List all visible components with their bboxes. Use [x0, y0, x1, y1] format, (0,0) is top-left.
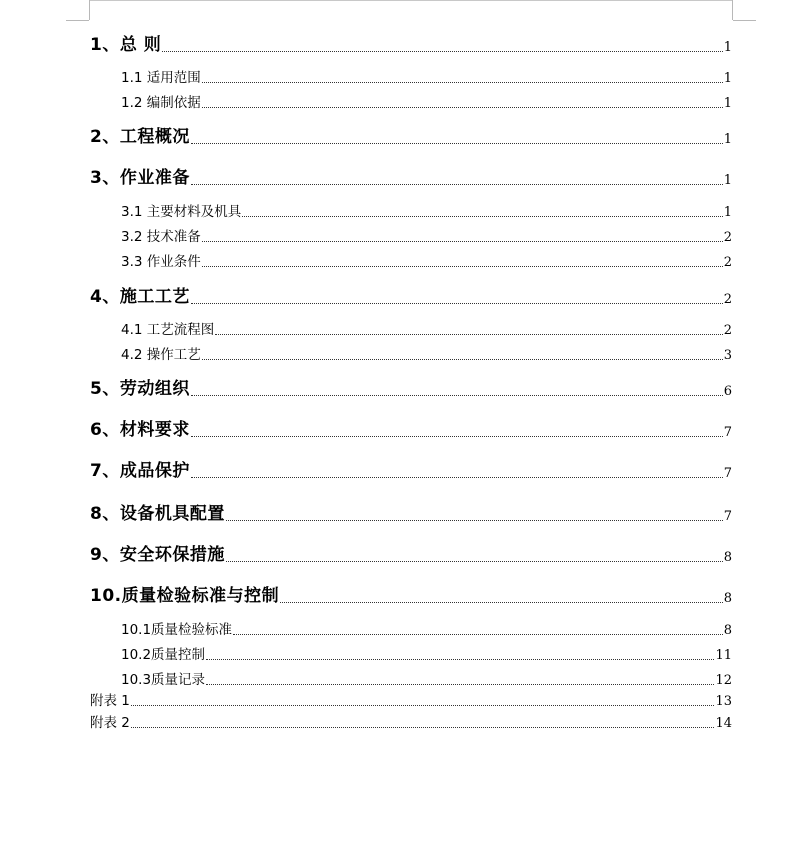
- toc-entry-1-2[interactable]: [121, 91, 732, 111]
- toc-dot-leader: [226, 561, 723, 562]
- toc-entry-4[interactable]: [90, 282, 732, 307]
- toc-entry-label: 3.3 作业条件: [121, 254, 201, 270]
- toc-dot-leader: [191, 184, 723, 185]
- crop-mark-top-left-vertical: [89, 0, 90, 20]
- toc-entry-4-2[interactable]: [121, 343, 732, 363]
- toc-page-number: 1: [723, 96, 732, 111]
- toc-page-number: 1: [723, 173, 732, 188]
- toc-dot-leader: [191, 143, 723, 144]
- toc-entry-3-1[interactable]: [121, 200, 732, 220]
- toc-entry-3-2[interactable]: [121, 225, 732, 245]
- toc-dot-leader: [202, 107, 723, 108]
- toc-entry-7[interactable]: [90, 456, 732, 481]
- toc-dot-leader: [191, 303, 723, 304]
- toc-page-number: 2: [723, 230, 732, 245]
- toc-entry-label: 6、材料要求: [90, 420, 190, 440]
- toc-page-number: 7: [723, 509, 732, 524]
- toc-page-number: 1: [723, 132, 732, 147]
- toc-entry-label: 附表 1: [90, 693, 130, 709]
- toc-entry-label: 1.1 适用范围: [121, 70, 201, 86]
- toc-page-number: 12: [715, 673, 732, 688]
- toc-page-number: 1: [723, 205, 732, 220]
- toc-dot-leader: [226, 520, 723, 521]
- toc-entry-10-2[interactable]: [121, 643, 732, 663]
- toc-entry-label: 3.1 主要材料及机具: [121, 204, 242, 220]
- toc-page-number: 7: [723, 425, 732, 440]
- toc-dot-leader: [131, 727, 715, 728]
- toc-page-number: 6: [723, 384, 732, 399]
- toc-page-number: 8: [723, 591, 732, 606]
- toc-entry-label: 5、劳动组织: [90, 379, 190, 399]
- toc-entry-label: 4、施工工艺: [90, 287, 190, 307]
- toc-entry-1[interactable]: [90, 30, 732, 55]
- toc-dot-leader: [206, 659, 714, 660]
- page-top-edge: [89, 0, 733, 1]
- toc-dot-leader: [280, 602, 723, 603]
- toc-entry-3-3[interactable]: [121, 250, 732, 270]
- toc-dot-leader: [162, 51, 722, 52]
- toc-entry-appendix-1[interactable]: [90, 689, 732, 709]
- toc-page-number: 2: [723, 292, 732, 307]
- toc-entry-label: 10.3质量记录: [121, 672, 206, 688]
- toc-page-number: 1: [723, 40, 732, 55]
- toc-entry-5[interactable]: [90, 374, 732, 399]
- toc-entry-label: 1.2 编制依据: [121, 95, 201, 111]
- toc-entry-8[interactable]: [90, 499, 732, 524]
- toc-entry-label: 2、工程概况: [90, 127, 190, 147]
- toc-dot-leader: [215, 334, 722, 335]
- toc-dot-leader: [191, 477, 723, 478]
- toc-entry-label: 附表 2: [90, 715, 130, 731]
- toc-entry-label: 3.2 技术准备: [121, 229, 201, 245]
- toc-entry-label: 3、作业准备: [90, 168, 190, 188]
- toc-entry-label: 8、设备机具配置: [90, 504, 225, 524]
- toc-entry-label: 10.质量检验标准与控制: [90, 586, 280, 606]
- toc-entry-label: 4.1 工艺流程图: [121, 322, 215, 338]
- toc-dot-leader: [202, 241, 723, 242]
- toc-page-number: 1: [723, 71, 732, 86]
- toc-page-number: 3: [723, 348, 732, 363]
- crop-mark-top-right: [733, 20, 756, 21]
- toc-entry-label: 10.2质量控制: [121, 647, 206, 663]
- toc-page-number: 13: [715, 694, 732, 709]
- toc-entry-3[interactable]: [90, 163, 732, 188]
- toc-page-number: 8: [723, 623, 732, 638]
- toc-entry-label: 9、安全环保措施: [90, 545, 225, 565]
- toc-entry-10[interactable]: [90, 581, 732, 606]
- toc-entry-9[interactable]: [90, 540, 732, 565]
- toc-page-number: 14: [715, 716, 732, 731]
- toc-entry-appendix-2[interactable]: [90, 711, 732, 731]
- toc-dot-leader: [191, 436, 723, 437]
- toc-entry-label: 4.2 操作工艺: [121, 347, 201, 363]
- toc-page-number: 2: [723, 255, 732, 270]
- toc-entry-label: 10.1质量检验标准: [121, 622, 233, 638]
- toc-entry-10-1[interactable]: [121, 618, 732, 638]
- toc-entry-10-3[interactable]: [121, 668, 732, 688]
- toc-entry-4-1[interactable]: [121, 318, 732, 338]
- toc-entry-label: 7、成品保护: [90, 461, 190, 481]
- toc-dot-leader: [202, 266, 723, 267]
- toc-dot-leader: [233, 634, 723, 635]
- toc-page-number: 11: [715, 648, 732, 663]
- crop-mark-top-left: [66, 20, 89, 21]
- toc-entry-1-1[interactable]: [121, 66, 732, 86]
- toc-page-number: 8: [723, 550, 732, 565]
- toc-dot-leader: [206, 684, 714, 685]
- toc-entry-6[interactable]: [90, 415, 732, 440]
- toc-dot-leader: [202, 359, 723, 360]
- toc-page-number: 7: [723, 466, 732, 481]
- toc-dot-leader: [131, 705, 715, 706]
- toc-dot-leader: [202, 82, 723, 83]
- crop-mark-top-right-vertical: [732, 0, 733, 20]
- toc-page-number: 2: [723, 323, 732, 338]
- toc-dot-leader: [191, 395, 723, 396]
- toc-dot-leader: [242, 216, 722, 217]
- toc-entry-2[interactable]: [90, 122, 732, 147]
- toc-entry-label: 1、总 则: [90, 35, 162, 55]
